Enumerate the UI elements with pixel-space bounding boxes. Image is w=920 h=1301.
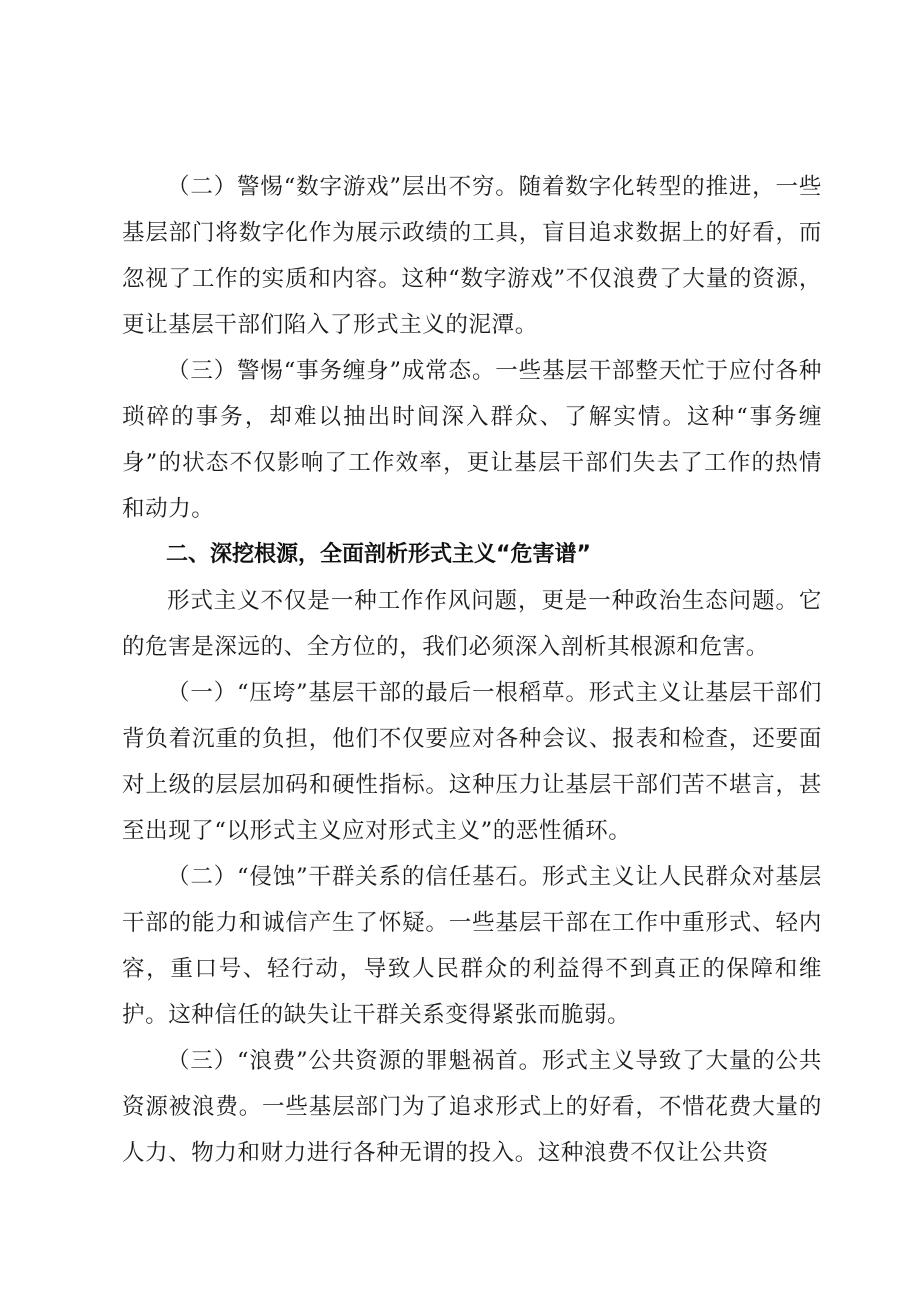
paragraph-affairs-burden: （三）警惕“事务缠身”成常态。一些基层干部整天忙于应付各种琐碎的事务，却难以抽出时间深入群众、了解实情。这种“事务缠身”的状态不仅影响了工作效率，更让基层干部们失去了工作的热情和动力。	[122, 358, 822, 522]
paragraph-crush-cadres: （一）“压垮”基层干部的最后一根稻草。形式主义让基层干部们背负着沉重的负担，他们不仅要应对各种会议、报表和检查，还要面对上级的层层加码和硬性指标。这种压力让基层干部们苦不堪言，甚至出现了“以形式主义应对形式主义”的恶性循环。	[122, 680, 822, 844]
paragraph-erode-trust: （二）“侵蚀”干群关系的信任基石。形式主义让人民群众对基层干部的能力和诚信产生了怀疑。一些基层干部在工作中重形式、轻内容，重口号、轻行动，导致人民群众的利益得不到真正的保障和维护。这种信任的缺失让干群关系变得紧张而脆弱。	[122, 864, 822, 1028]
paragraph-digital-games: （二）警惕“数字游戏”层出不穷。随着数字化转型的推进，一些基层部门将数字化作为展示政绩的工具，盲目追求数据上的好看，而忽视了工作的实质和内容。这种“数字游戏”不仅浪费了大量的资源，更让基层干部们陷入了形式主义的泥潭。	[122, 174, 822, 338]
paragraph-waste-resources: （三）“浪费”公共资源的罪魁祸首。形式主义导致了大量的公共资源被浪费。一些基层部门为了追求形式上的好看，不惜花费大量的人力、物力和财力进行各种无谓的投入。这种浪费不仅让公共资	[122, 1048, 822, 1166]
section-heading-two: 二、深挖根源，全面剖析形式主义“危害谱”	[166, 542, 591, 567]
document-body	[122, 164, 822, 1176]
paragraph-section-intro: 形式主义不仅是一种工作作风问题，更是一种政治生态问题。它的危害是深远的、全方位的，我们必须深入剖析其根源和危害。	[122, 588, 822, 660]
